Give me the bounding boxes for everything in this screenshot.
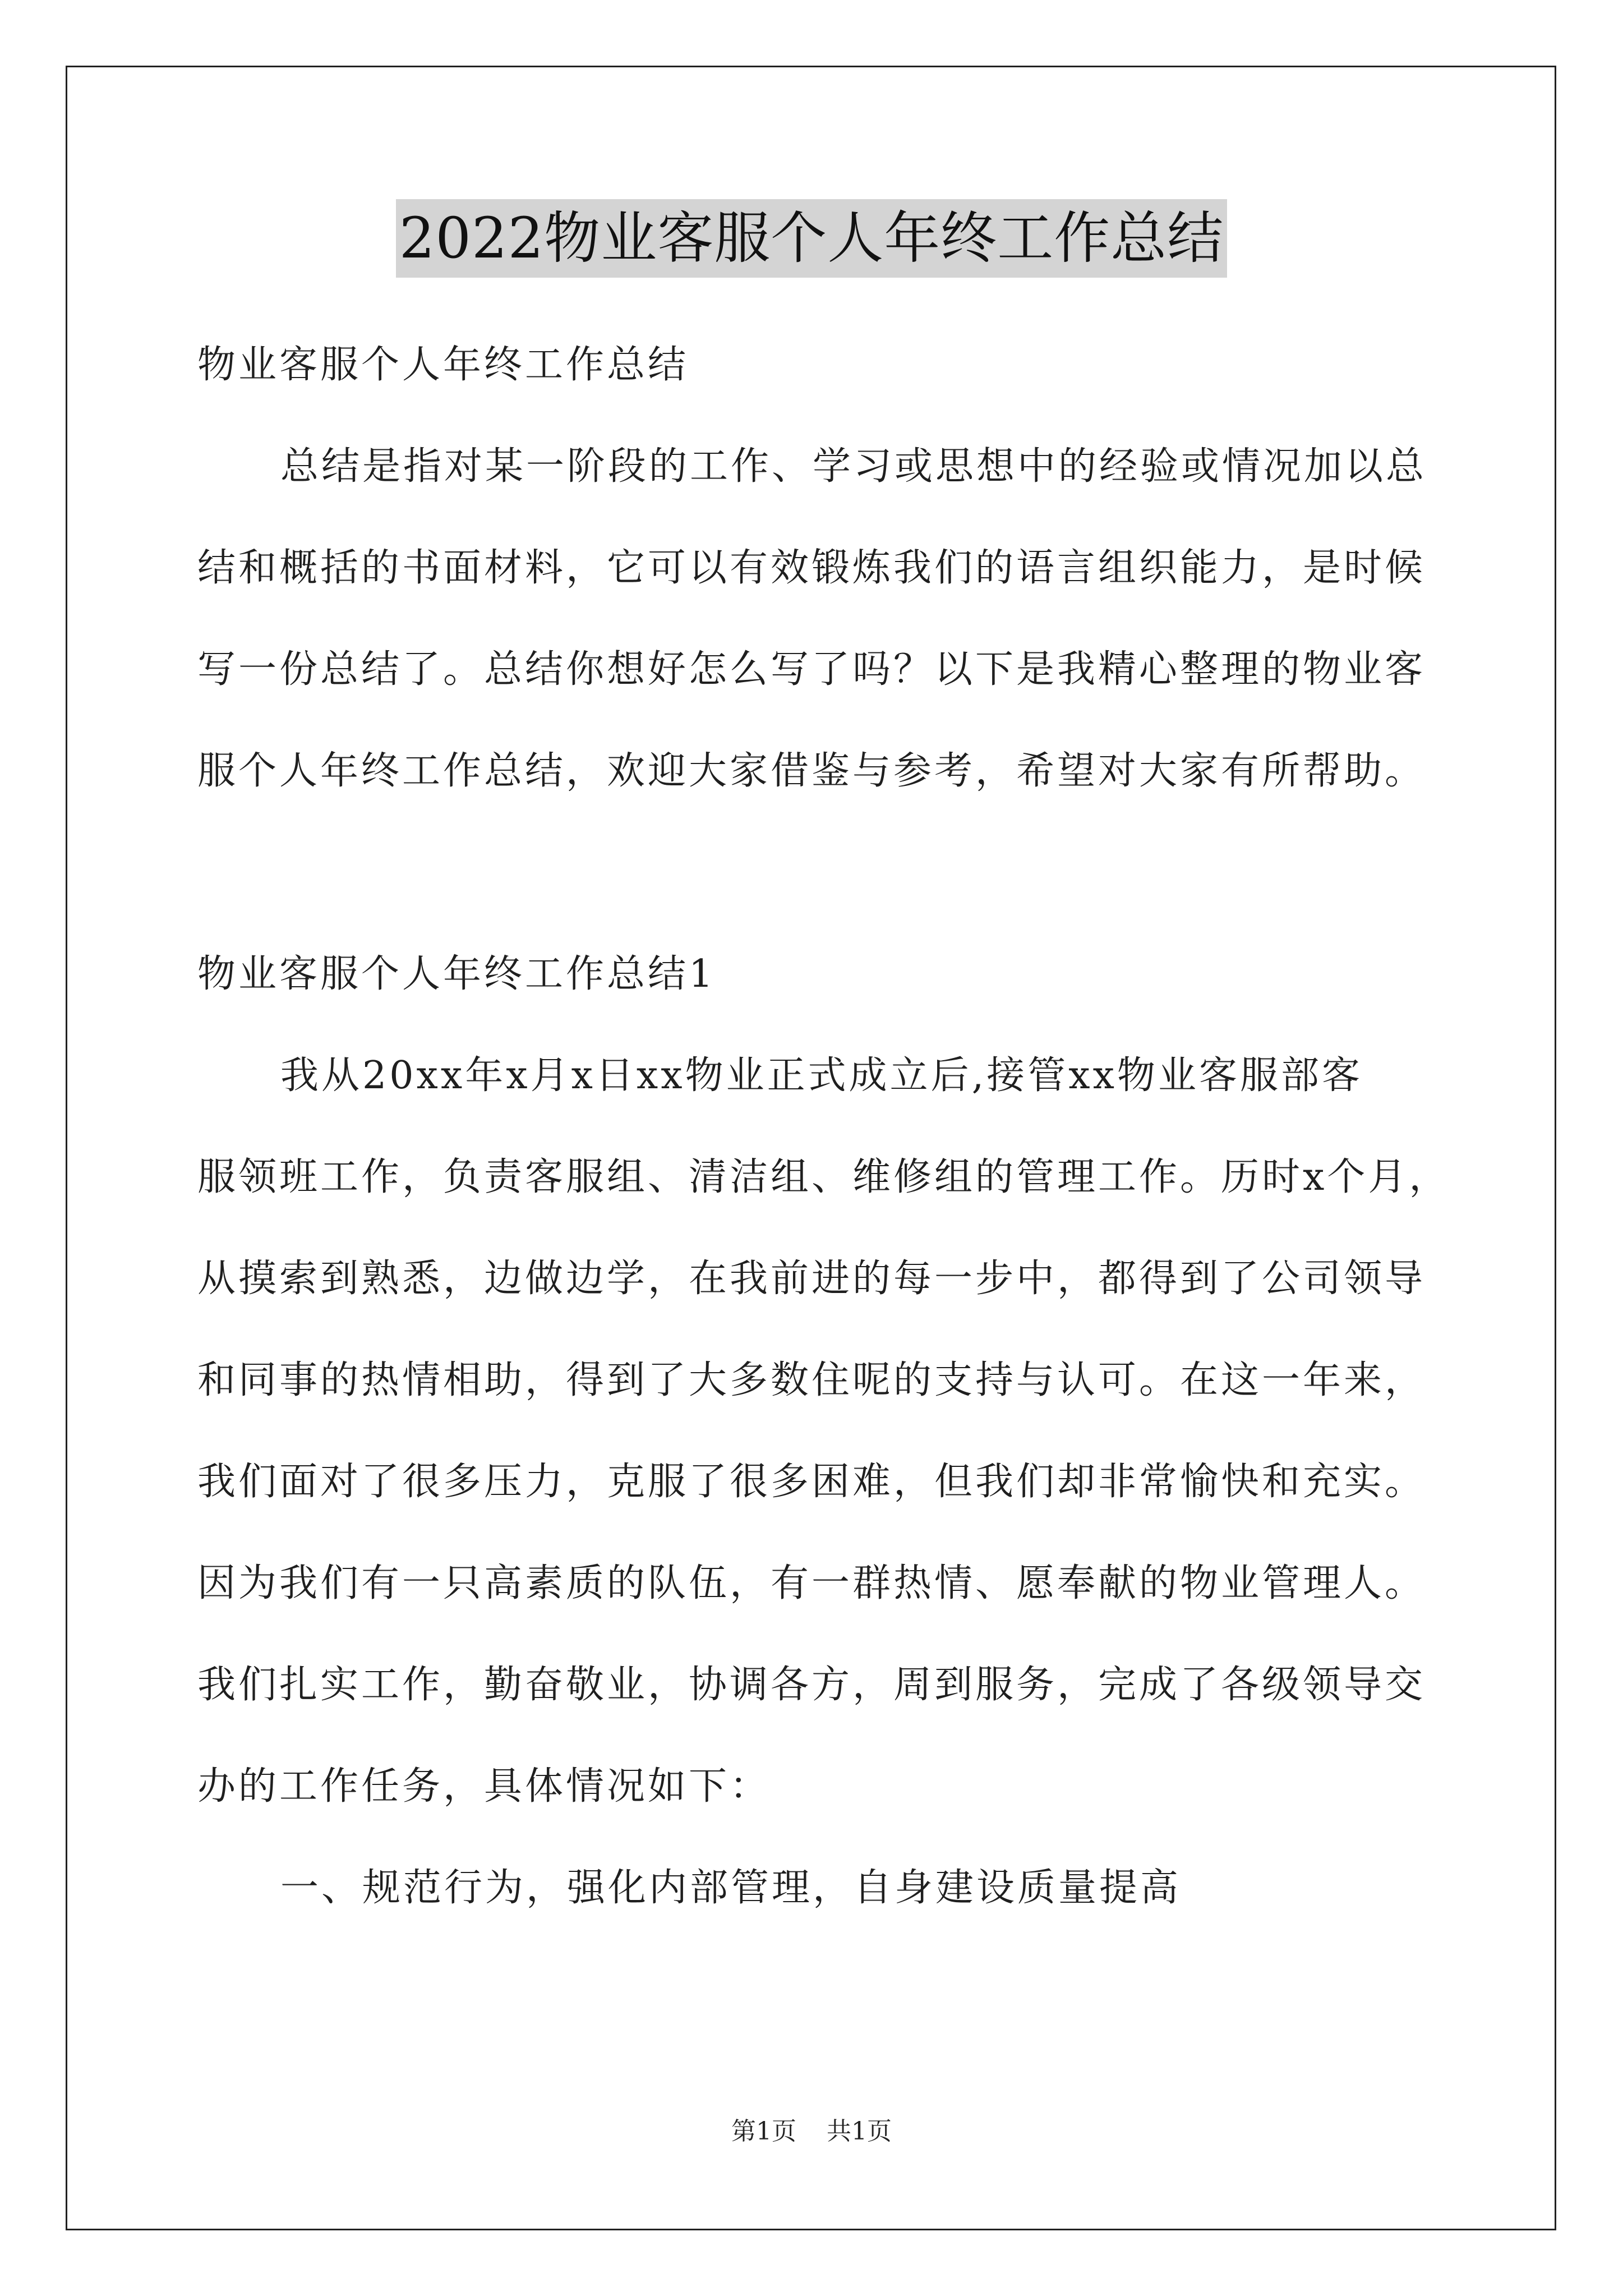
page-footer bbox=[0, 2115, 1623, 2148]
page-number-current: 第1页 bbox=[731, 2117, 796, 2146]
document-title[interactable]: 2022物业客服个人年终工作总结 bbox=[396, 199, 1228, 278]
intro-line-4[interactable]: 服个人年终工作总结，欢迎大家借鉴与参考，希望对大家有所帮助。 bbox=[197, 749, 1426, 793]
subheading-1[interactable]: 一、规范行为，强化内部管理，自身建设质量提高 bbox=[280, 1866, 1182, 1910]
section-line-6[interactable]: 因为我们有一只高素质的队伍，有一群热情、愿奉献的物业管理人。 bbox=[197, 1561, 1426, 1605]
section-line-8[interactable]: 办的工作任务，具体情况如下： bbox=[197, 1764, 771, 1809]
section-line-3[interactable]: 从摸索到熟悉，边做边学，在我前进的每一步中，都得到了公司领导 bbox=[197, 1257, 1426, 1301]
section-line-7[interactable]: 我们扎实工作，勤奋敬业，协调各方，周到服务，完成了各级领导交 bbox=[197, 1663, 1426, 1707]
section-heading[interactable]: 物业客服个人年终工作总结1 bbox=[197, 952, 716, 996]
intro-line-1[interactable]: 总结是指对某一阶段的工作、学习或思想中的经验或情况加以总 bbox=[280, 444, 1427, 489]
section-line-2[interactable]: 服领班工作，负责客服组、清洁组、维修组的管理工作。历时x个月， bbox=[197, 1155, 1450, 1199]
document-subtitle[interactable]: 物业客服个人年终工作总结 bbox=[197, 343, 689, 387]
section-line-5[interactable]: 我们面对了很多压力，克服了很多困难，但我们却非常愉快和充实。 bbox=[197, 1460, 1426, 1504]
section-line-1[interactable]: 我从20xx年x月x日xx物业正式成立后,接管xx物业客服部客 bbox=[280, 1053, 1363, 1098]
title-container bbox=[0, 199, 1623, 278]
page-number-total: 共1页 bbox=[827, 2117, 892, 2146]
section-line-4[interactable]: 和同事的热情相助，得到了大多数住呢的支持与认可。在这一年来， bbox=[197, 1358, 1426, 1402]
paragraph-gap bbox=[197, 822, 1451, 923]
intro-line-3[interactable]: 写一份总结了。总结你想好怎么写了吗？以下是我精心整理的物业客 bbox=[197, 647, 1426, 692]
intro-line-2[interactable]: 结和概括的书面材料，它可以有效锻炼我们的语言组织能力，是时候 bbox=[197, 546, 1426, 590]
document-body bbox=[197, 314, 1451, 1939]
